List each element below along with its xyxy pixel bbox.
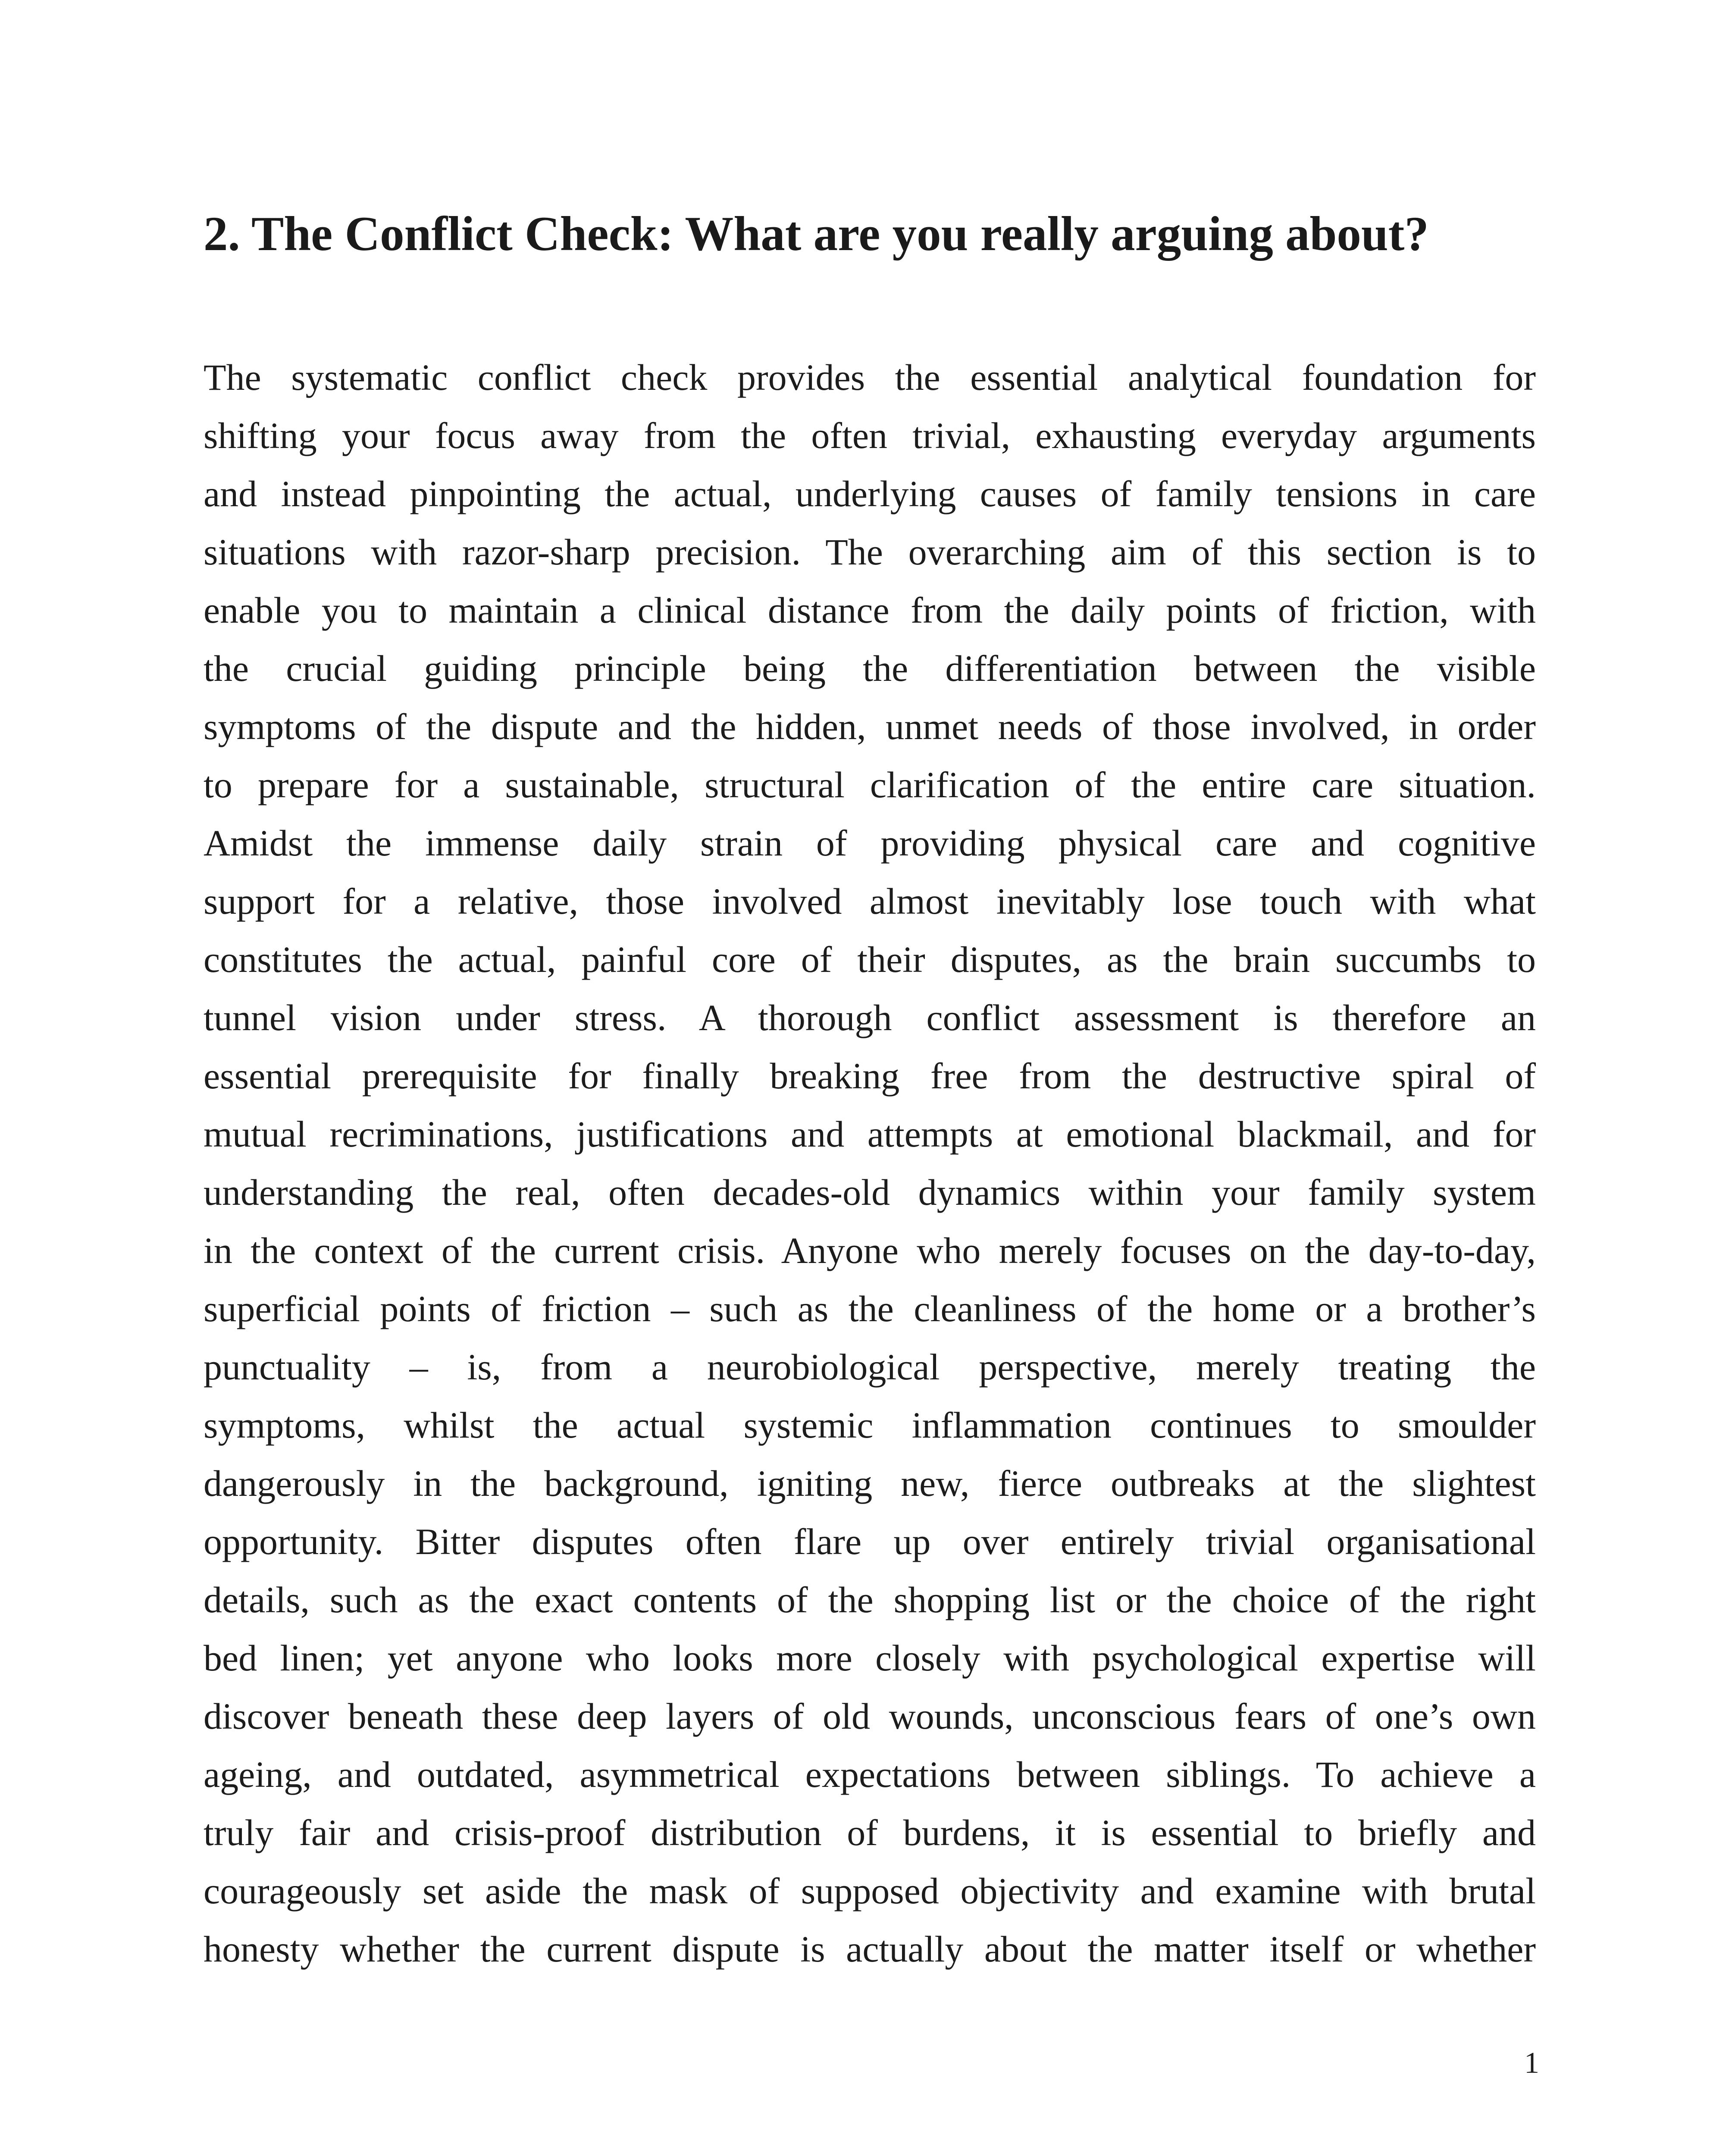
text-line: tunnel vision under stress. A thorough conflict assessment is therefore an bbox=[204, 997, 1536, 1038]
body-paragraph bbox=[204, 348, 1536, 1978]
text-line: understanding the real, often decades-old dynamics within your family system bbox=[204, 1172, 1536, 1213]
text-line: shifting your focus away from the often trivial, exhausting everyday arguments bbox=[204, 415, 1536, 456]
text-line: in the context of the current crisis. Anyone who merely focuses on the day-to-day, bbox=[204, 1230, 1536, 1271]
text-line: to prepare for a sustainable, structural clarification of the entire care situation. bbox=[204, 764, 1536, 805]
text-line: mutual recriminations, justifications and attempts at emotional blackmail, and for bbox=[204, 1113, 1536, 1155]
text-line: punctuality – is, from a neurobiological perspective, merely treating the bbox=[204, 1346, 1536, 1388]
text-line: opportunity. Bitter disputes often flare up over entirely trivial organisational bbox=[204, 1521, 1536, 1562]
text-line: bed linen; yet anyone who looks more closely with psychological expertise will bbox=[204, 1637, 1536, 1679]
text-line: constitutes the actual, painful core of their disputes, as the brain succumbs to bbox=[204, 939, 1536, 980]
page-number: 1 bbox=[1524, 2046, 1539, 2080]
text-line: and instead pinpointing the actual, underlying causes of family tensions in care bbox=[204, 473, 1536, 514]
text-line: symptoms, whilst the actual systemic inflammation continues to smoulder bbox=[204, 1404, 1536, 1446]
text-line: symptoms of the dispute and the hidden, unmet needs of those involved, in order bbox=[204, 706, 1536, 747]
text-line: dangerously in the background, igniting new, fierce outbreaks at the slightest bbox=[204, 1463, 1536, 1504]
text-line: the crucial guiding principle being the differentiation between the visible bbox=[204, 648, 1536, 689]
text-line: ageing, and outdated, asymmetrical expectations between siblings. To achieve a bbox=[204, 1754, 1536, 1795]
text-line: courageously set aside the mask of supposed objectivity and examine with brutal bbox=[204, 1870, 1536, 1912]
text-line: enable you to maintain a clinical distance from the daily points of friction, with bbox=[204, 589, 1536, 631]
text-line: Amidst the immense daily strain of providing physical care and cognitive bbox=[204, 822, 1536, 864]
text-line: honesty whether the current dispute is actually about the matter itself or whether bbox=[204, 1928, 1536, 1970]
text-line: situations with razor-sharp precision. The overarching aim of this section is to bbox=[204, 531, 1536, 573]
text-line: The systematic conflict check provides the essential analytical foundation for bbox=[204, 357, 1536, 398]
text-line: essential prerequisite for finally breaking free from the destructive spiral of bbox=[204, 1055, 1536, 1097]
text-line: truly fair and crisis-proof distribution of burdens, it is essential to briefly and bbox=[204, 1812, 1536, 1853]
section-heading: 2. The Conflict Check: What are you really arguing about? bbox=[204, 207, 1429, 261]
text-line: support for a relative, those involved almost inevitably lose touch with what bbox=[204, 881, 1536, 922]
text-line: superficial points of friction – such as the cleanliness of the home or a brother’s bbox=[204, 1288, 1536, 1329]
text-line: details, such as the exact contents of the shopping list or the choice of the right bbox=[204, 1579, 1536, 1620]
text-line: discover beneath these deep layers of old wounds, unconscious fears of one’s own bbox=[204, 1695, 1536, 1737]
